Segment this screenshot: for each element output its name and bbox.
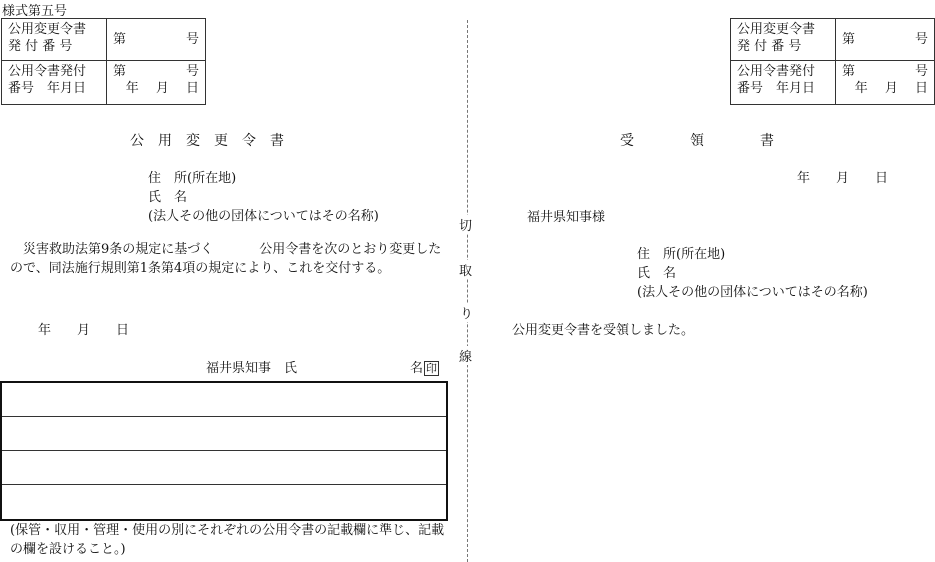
order-body-text bbox=[10, 240, 448, 278]
corporation-note: (法人その他の団体についてはその名称) bbox=[637, 285, 868, 300]
cut-line-divider bbox=[467, 20, 468, 562]
dai-text: 第 bbox=[842, 64, 856, 79]
dai-text: 第 bbox=[113, 64, 127, 79]
addressee-label: 福井県知事様 bbox=[527, 210, 606, 225]
entry-row[interactable] bbox=[2, 451, 446, 485]
label-line: 公用変更令書 bbox=[737, 22, 816, 37]
cut-line-char: 線 bbox=[458, 346, 473, 365]
entry-footnote: (保管・収用・管理・使用の別にそれぞれの公用令書の記載欄に準じ、記載の欄を設けること。) bbox=[10, 523, 445, 557]
order-issue-label-cell bbox=[731, 61, 836, 105]
form-number-label: 様式第五号 bbox=[2, 4, 68, 19]
entry-table bbox=[0, 381, 448, 521]
cut-line-char: 取 bbox=[458, 260, 473, 279]
entry-row[interactable] bbox=[2, 417, 446, 451]
date-text: 年 月 日 bbox=[125, 81, 199, 96]
receipt-title: 受 領 書 bbox=[620, 133, 774, 149]
dai-text: 第 bbox=[113, 32, 127, 47]
recipient-address-label: 住 所(所在地) bbox=[148, 171, 237, 186]
gou-text: 号 bbox=[914, 32, 928, 47]
corporation-note: (法人その他の団体についてはその名称) bbox=[148, 209, 379, 224]
issuer-name-seal bbox=[410, 357, 439, 376]
issue-date: 年 月 日 bbox=[38, 323, 130, 338]
order-issue-value-cell[interactable] bbox=[107, 61, 206, 105]
receiver-address-label: 住 所(所在地) bbox=[637, 247, 726, 262]
label-line: 番号 年月日 bbox=[737, 81, 816, 96]
issue-number-label-cell bbox=[2, 19, 107, 61]
recipient-name-label: 氏 名 bbox=[148, 190, 188, 205]
name-suffix: 名 bbox=[410, 361, 424, 376]
issue-number-value-cell[interactable] bbox=[107, 19, 206, 61]
seal-stamp: 印 bbox=[426, 362, 438, 375]
issue-number-label-cell bbox=[731, 19, 836, 61]
label-line: 発 付 番 号 bbox=[737, 39, 802, 54]
gou-text: 号 bbox=[185, 32, 199, 47]
gou-text: 号 bbox=[914, 64, 928, 79]
label-line: 公用変更令書 bbox=[8, 22, 87, 37]
receipt-statement: 公用変更令書を受領しました。 bbox=[512, 323, 695, 338]
date-text: 年 月 日 bbox=[854, 81, 928, 96]
dai-text: 第 bbox=[842, 32, 856, 47]
issue-number-table-left bbox=[1, 18, 206, 105]
label-line: 公用令書発付 bbox=[737, 64, 816, 79]
order-issue-value-cell[interactable] bbox=[836, 61, 935, 105]
label-line: 番号 年月日 bbox=[8, 81, 87, 96]
order-issue-label-cell bbox=[2, 61, 107, 105]
entry-row[interactable] bbox=[2, 383, 446, 417]
cut-line-char: 切 bbox=[458, 215, 473, 234]
issue-number-table-right bbox=[730, 18, 935, 105]
issuer-label: 福井県知事 氏 bbox=[206, 361, 298, 376]
cut-line-char: り bbox=[459, 303, 474, 322]
label-line: 発 付 番 号 bbox=[8, 39, 73, 54]
entry-row[interactable] bbox=[2, 485, 446, 518]
label-line: 公用令書発付 bbox=[8, 64, 87, 79]
receipt-date: 年 月 日 bbox=[797, 171, 889, 186]
body-text-a: 災害救助法第9条の規定に基づく bbox=[23, 242, 214, 257]
gou-text: 号 bbox=[185, 64, 199, 79]
order-title: 公 用 変 更 令 書 bbox=[130, 133, 284, 149]
body-text-b: 公用令書を次のとおり変更したので、同法施行規則第1条第4項の規定により、これを交付する。 bbox=[10, 242, 442, 276]
receiver-name-label: 氏 名 bbox=[637, 266, 677, 281]
issue-number-value-cell[interactable] bbox=[836, 19, 935, 61]
